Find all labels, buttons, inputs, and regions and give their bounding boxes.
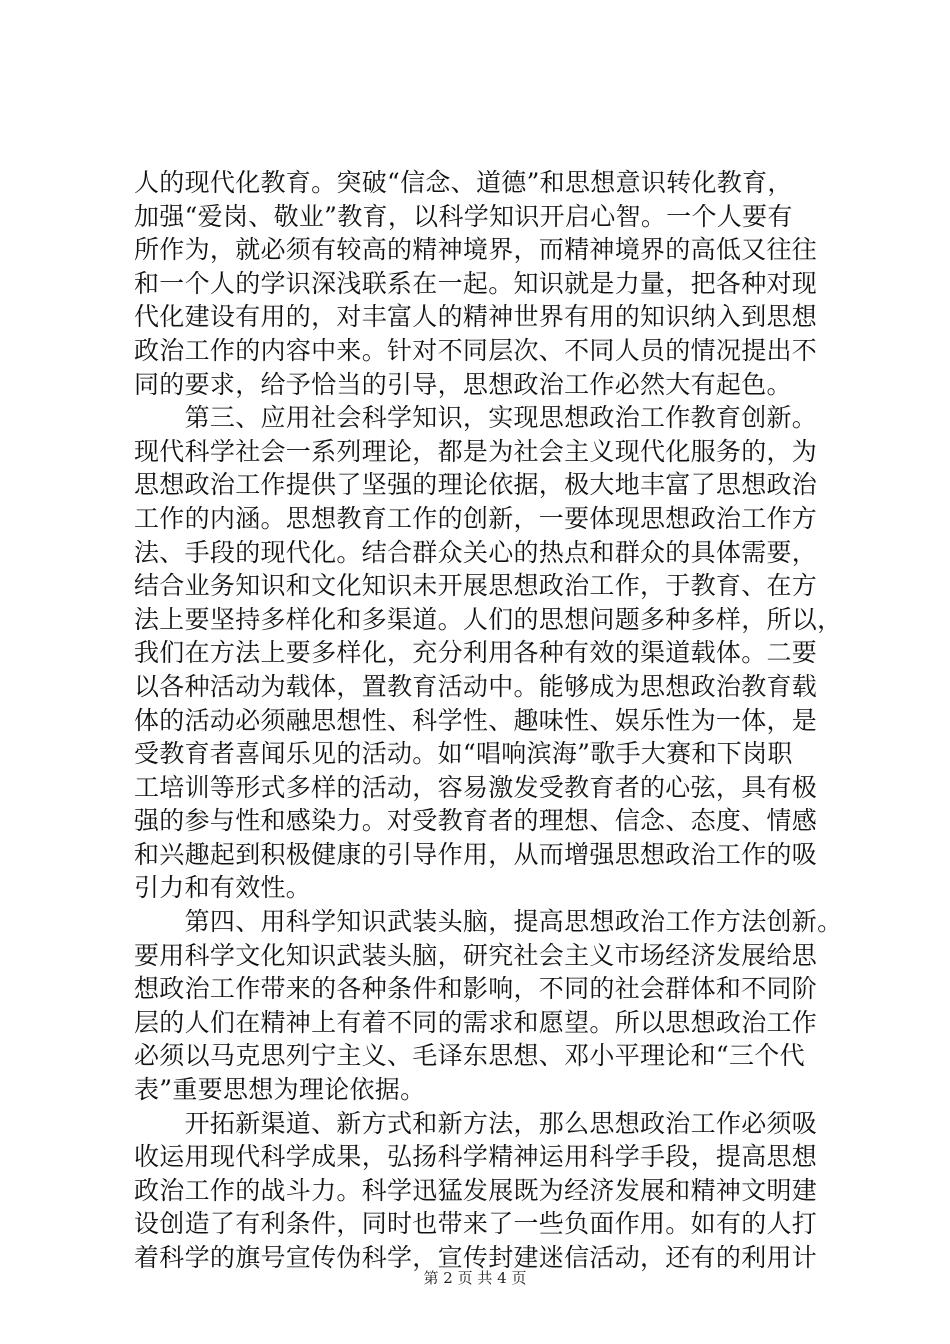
text-line: 工培训等形式多样的活动，容易激发受教育者的心弦，具有极 xyxy=(134,772,818,802)
text-line: 引力和有效性。 xyxy=(134,873,312,903)
paragraph-start-line: 开拓新渠道、新方式和新方法，那么思想政治工作必须吸 xyxy=(134,1108,818,1138)
text-line: 想政治工作带来的各种条件和影响，不同的社会群体和不同阶 xyxy=(134,974,818,1004)
text-line: 强的参与性和感染力。对受教育者的理想、信念、态度、情感 xyxy=(134,806,818,836)
text-line: 思想政治工作提供了坚强的理论依据，极大地丰富了思想政治 xyxy=(134,470,818,500)
text-line: 表”重要思想为理论依据。 xyxy=(134,1075,426,1105)
text-line: 现代科学社会一系列理论，都是为社会主义现代化服务的，为 xyxy=(134,436,818,466)
paragraph-start-line: 第三、应用社会科学知识，实现思想政治工作教育创新。 xyxy=(134,403,818,433)
text-line: 要用科学文化知识武装头脑，研究社会主义市场经济发展给思 xyxy=(134,940,818,970)
text-line: 加强“爱岗、敬业”教育，以科学知识开启心智。一个人要有 xyxy=(134,201,793,231)
text-line: 以各种活动为载体，置教育活动中。能够成为思想政治教育载 xyxy=(134,671,818,701)
text-line: 工作的内涵。思想教育工作的创新，一要体现思想政治工作方 xyxy=(134,503,818,533)
text-line: 所作为，就必须有较高的精神境界，而精神境界的高低又往往 xyxy=(134,235,818,265)
page-footer xyxy=(0,1268,950,1288)
text-line: 法上要坚持多样化和多渠道。人们的思想问题多种多样，所以， xyxy=(134,604,843,634)
text-line: 人的现代化教育。突破“信念、道德”和思想意识转化教育， xyxy=(134,168,793,197)
text-line: 代化建设有用的，对丰富人的精神世界有用的知识纳入到思想 xyxy=(134,302,818,332)
page-number-label: 第 2 页 共 4 页 xyxy=(423,1269,527,1287)
text-line: 受教育者喜闻乐见的活动。如“唱响滨海”歌手大赛和下岗职 xyxy=(134,739,793,769)
text-line: 同的要求，给予恰当的引导，思想政治工作必然大有起色。 xyxy=(134,369,792,399)
text-line: 结合业务知识和文化知识未开展思想政治工作，于教育、在方 xyxy=(134,571,818,601)
text-line: 和一个人的学识深浅联系在一起。知识就是力量，把各种对现 xyxy=(134,268,818,298)
text-line: 层的人们在精神上有着不同的需求和愿望。所以思想政治工作 xyxy=(134,1007,818,1037)
text-line: 设创造了有利条件，同时也带来了一些负面作用。如有的人打 xyxy=(134,1209,818,1239)
text-line: 着科学的旗号宣传伪科学，宣传封建迷信活动，还有的利用计 xyxy=(134,1243,818,1272)
text-line: 我们在方法上要多样化，充分利用各种有效的渠道载体。二要 xyxy=(134,638,818,668)
text-line: 政治工作的战斗力。科学迅猛发展既为经济发展和精神文明建 xyxy=(134,1175,818,1205)
text-line: 体的活动必须融思想性、科学性、趣味性、娱乐性为一体，是 xyxy=(134,705,818,735)
text-line: 法、手段的现代化。结合群众关心的热点和群众的具体需要， xyxy=(134,537,818,567)
text-line: 政治工作的内容中来。针对不同层次、不同人员的情况提出不 xyxy=(134,335,818,365)
text-line: 收运用现代科学成果，弘扬科学精神运用科学手段，提高思想 xyxy=(134,1142,818,1172)
text-line: 必须以马克思列宁主义、毛译东思想、邓小平理论和“三个代 xyxy=(134,1041,805,1071)
paragraph-start-line: 第四、用科学知识武装头脑，提高思想政治工作方法创新。 xyxy=(134,907,843,937)
text-line: 和兴趣起到积极健康的引导作用，从而增强思想政治工作的吸 xyxy=(134,839,818,869)
body-text xyxy=(134,166,843,1275)
